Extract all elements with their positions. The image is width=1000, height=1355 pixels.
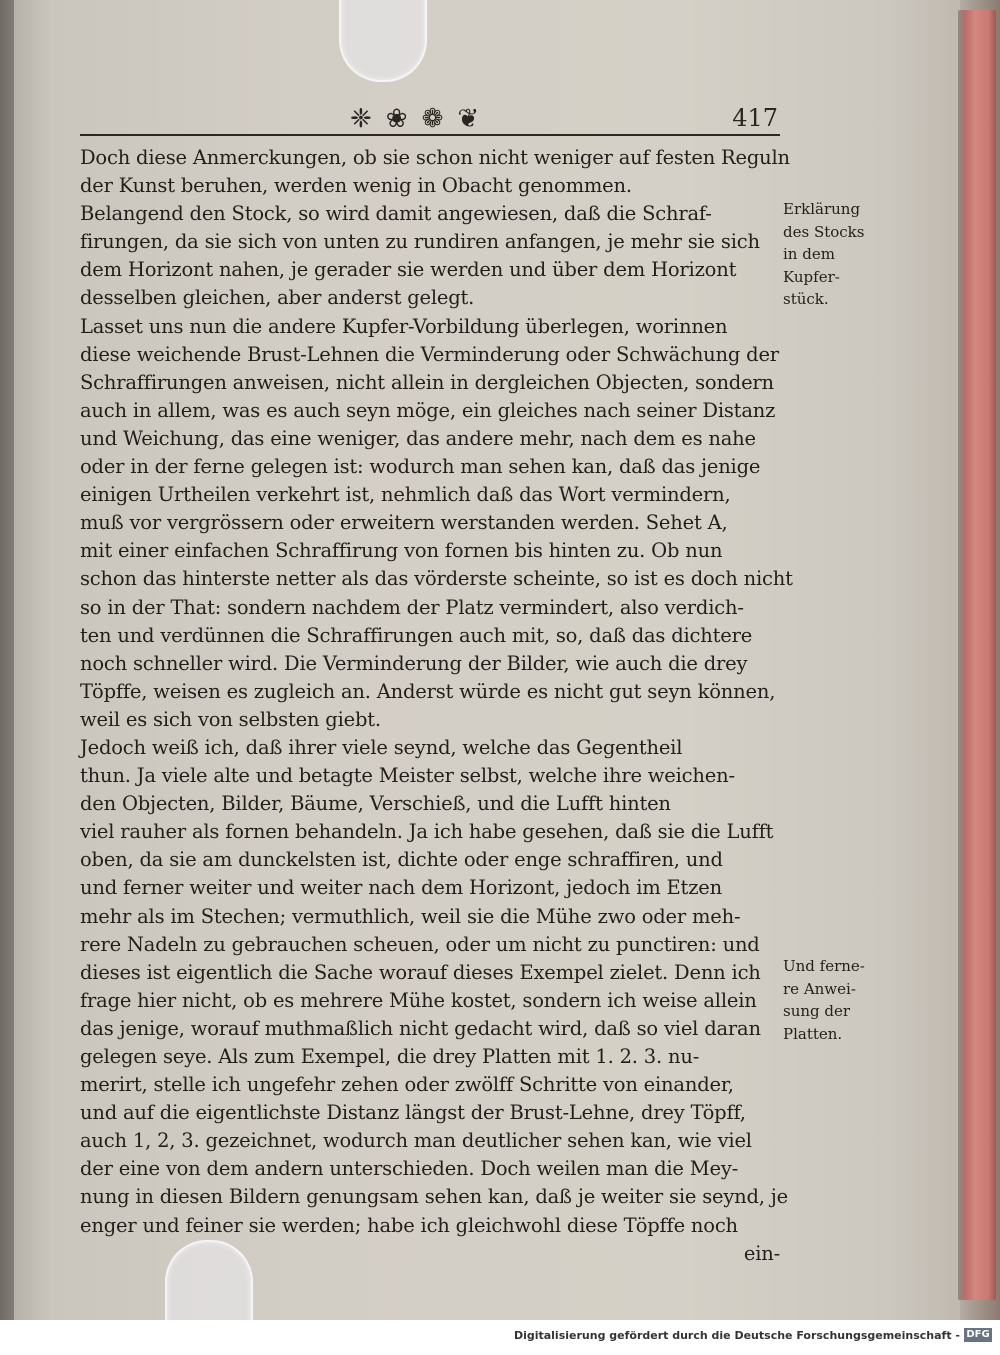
- margin-note-erklaerung: [783, 198, 883, 311]
- text-line: oben, da sie am dunckelsten ist, dichte oder enge schraffiren, und: [80, 848, 723, 872]
- text-line: den Objecten, Bilder, Bäume, Verschieß, und die Lufft hinten: [80, 792, 671, 816]
- text-line: der Kunst beruhen, werden wenig in Obacht genommen.: [80, 174, 632, 198]
- body-text: [80, 144, 793, 1268]
- text-line: rere Nadeln zu gebrauchen scheuen, oder um nicht zu punctiren: und: [80, 932, 760, 956]
- footer-bar: [0, 1320, 1000, 1355]
- text-line: und Weichung, das eine weniger, das andere mehr, nach dem es nahe: [80, 426, 756, 450]
- text-line: merirt, stelle ich ungefehr zehen oder zwölff Schritte von einander,: [80, 1073, 734, 1097]
- plastic-clip-top: [339, 0, 427, 82]
- text-line: Töpffe, weisen es zugleich an. Anderst würde es nicht gut seyn können,: [80, 679, 776, 703]
- text-line: Lasset uns nun die andere Kupfer-Vorbildung überlegen, worinnen: [80, 314, 728, 338]
- text-line: Doch diese Anmerckungen, ob sie schon nicht weniger auf festen Reguln: [80, 146, 790, 169]
- margin-note-line: des Stocks: [783, 222, 865, 241]
- text-line: auch 1, 2, 3. gezeichnet, wodurch man deutlicher sehen kan, wie viel: [80, 1129, 752, 1153]
- text-line: thun. Ja viele alte und betagte Meister selbst, welche ihre weichen-: [80, 764, 735, 788]
- text-line: gelegen seye. Als zum Exempel, die drey Platten mit 1. 2. 3. nu-: [80, 1045, 700, 1068]
- text-line: oder in der ferne gelegen ist: wodurch man sehen kan, daß das jenige: [80, 455, 761, 479]
- text-line: diese weichende Brust-Lehnen die Verminderung oder Schwächung der: [80, 342, 779, 366]
- text-line: desselben gleichen, aber anderst gelegt.: [80, 286, 475, 310]
- text-line: ten und verdünnen die Schraffirungen auch mit, so, daß das dichtere: [80, 623, 753, 647]
- page-edge: [958, 10, 996, 1300]
- footer-credit: Digitalisierung gefördert durch die Deutsche Forschungsgemeinschaft -: [513, 1329, 960, 1342]
- margin-note-line: Kupfer-: [783, 267, 840, 286]
- page-number: 417: [732, 104, 778, 132]
- text-line: frage hier nicht, ob es mehrere Mühe kostet, sondern ich weise allein: [80, 988, 757, 1012]
- text-line: und auf die eigentlichste Distanz längst der Brust-Lehne, drey Töpff,: [80, 1101, 746, 1125]
- margin-note-line: stück.: [783, 290, 829, 308]
- text-line: so in der That: sondern nachdem der Platz vermindert, also verdich-: [80, 595, 744, 619]
- page-header: [80, 104, 780, 138]
- dfg-logo: DFG: [964, 1328, 992, 1342]
- text-line: enger und feiner sie werden; habe ich gleichwohl diese Töpffe noch: [80, 1213, 738, 1237]
- text-line: dieses ist eigentlich die Sache worauf dieses Exempel zielet. Denn ich: [80, 960, 761, 984]
- text-line: firungen, da sie sich von unten zu rundiren anfangen, je mehr sie sich: [80, 230, 760, 254]
- margin-note-line: re Anwei-: [783, 979, 856, 998]
- text-line: auch in allem, was es auch seyn möge, ein gleiches nach seiner Distanz: [80, 398, 776, 422]
- text-line: viel rauher als fornen behandeln. Ja ich habe gesehen, daß sie die Lufft: [80, 820, 774, 844]
- text-line: nung in diesen Bildern genungsam sehen kan, daß je weiter sie seynd, je: [80, 1185, 788, 1209]
- margin-note-line: Platten.: [783, 1024, 843, 1043]
- margin-note-line: Und ferne-: [783, 957, 865, 975]
- header-rule: [80, 134, 780, 136]
- text-line: mehr als im Stechen; vermuthlich, weil sie die Mühe zwo oder meh-: [80, 904, 741, 928]
- text-line: schon das hinterste netter als das vörderste scheinte, so ist es doch nicht: [80, 567, 793, 591]
- margin-note-anweisung: [783, 955, 883, 1045]
- text-line: einigen Urtheilen verkehrt ist, nehmlich daß das Wort vermindern,: [80, 483, 731, 507]
- margin-note-line: Erklärung: [783, 200, 861, 218]
- header-ornaments: ❈❀❁❦: [350, 104, 494, 134]
- text-line: ein-: [743, 1241, 780, 1265]
- text-line: Schraffirungen anweisen, nicht allein in dergleichen Objecten, sondern: [80, 370, 774, 394]
- text-line: das jenige, worauf muthmaßlich nicht gedacht wird, daß so viel daran: [80, 1016, 761, 1040]
- text-line: Belangend den Stock, so wird damit angewiesen, daß die Schraf-: [80, 202, 712, 226]
- text-line: und ferner weiter und weiter nach dem Horizont, jedoch im Etzen: [80, 876, 722, 900]
- text-line: noch schneller wird. Die Verminderung der Bilder, wie auch die drey: [80, 651, 748, 675]
- text-line: weil es sich von selbsten giebt.: [80, 707, 381, 731]
- text-line: der eine von dem andern unterschieden. Doch weilen man die Mey-: [80, 1157, 739, 1181]
- text-line: Jedoch weiß ich, daß ihrer viele seynd, welche das Gegentheil: [80, 735, 683, 759]
- text-line: mit einer einfachen Schraffirung von fornen bis hinten zu. Ob nun: [80, 539, 723, 563]
- margin-note-line: sung der: [783, 1002, 851, 1020]
- margin-note-line: in dem: [783, 245, 835, 263]
- text-line: muß vor vergrössern oder erweitern werstanden werden. Sehet A,: [80, 511, 728, 535]
- text-line: dem Horizont nahen, je gerader sie werden und über dem Horizont: [80, 258, 737, 282]
